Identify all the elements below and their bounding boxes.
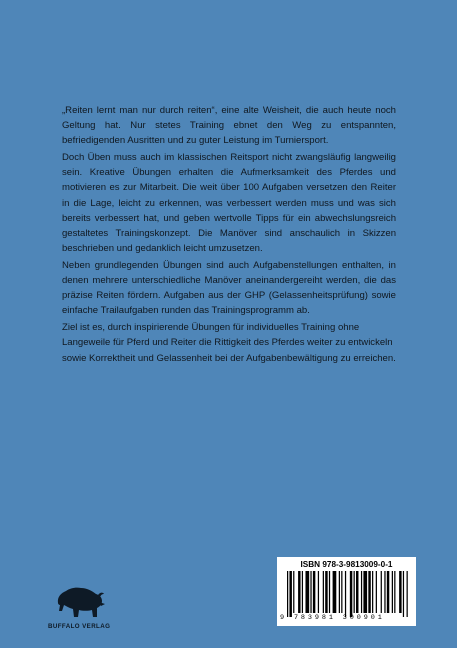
barcode-bar: [298, 571, 300, 613]
barcode-digits: 9 783981 300901: [280, 614, 385, 622]
barcode-bar: [392, 571, 393, 613]
barcode-bar: [293, 571, 294, 613]
barcode-bar: [356, 571, 358, 613]
barcode-bar: [354, 571, 355, 613]
barcode-bar: [387, 571, 389, 613]
barcode-bar: [399, 571, 401, 613]
barcode-bar: [339, 571, 340, 613]
barcode-bar: [350, 571, 352, 617]
barcode-bar: [361, 571, 362, 613]
paragraph-tasks: Neben grundlegenden Übungen sind auch Aufgabenstellungen enthalten, in denen mehrere unterschiedliche Manöver aneinandergereiht werden, die das präzise Reiten fördern. Aufgaben aus der GHP (Gelassenheitsprüfung) sowie einfache Trailaufgaben runden das Trainingsprogramm ab.: [62, 259, 396, 317]
paragraph-exercises: Doch Üben muss auch im klassischen Reitsport nicht zwangsläufig langweilig sein. Kreative Übungen erhalten die Aufmerksamkeit des Pferdes und motivieren es zur Mitarbeit. Die weit über 100 Aufgaben versetzen den Reiter in die Lage, leicht zu erkennen, was verbessert werden muss und was sich bereits verbessert hat, und geben wertvolle Tipps für ein abwechslungsreich gestaltetes Trainingskonzept. Die Manöver sind anschaulich in Skizzen beschrieben und gedanklich leicht umzusetzen.: [62, 152, 396, 254]
publisher-name: BUFFALO VERLAG: [48, 623, 111, 630]
barcode-bar: [289, 571, 291, 617]
barcode-bar: [287, 571, 288, 617]
paragraph-goal: Ziel ist es, durch inspirierende Übungen für individuelles Training ohne Langeweile für Pferd und Reiter die Rittigkeit des Pferdes weiter zu entwickeln sowie Korrektheit und Gelassenheit bei der Aufgabenbewältigung zu erreichen.: [62, 322, 396, 364]
barcode-bar: [325, 571, 327, 613]
barcode-bar: [368, 571, 370, 613]
paragraph-intro: „Reiten lernt man nur durch reiten“, eine alte Weisheit, die auch heute noch Geltung hat. Nur stetes Training ebnet den Weg zu entspannten, befriedigenden Ausritten und zu guter Leistung im Turniersport.: [62, 105, 396, 147]
publisher-logo: [48, 585, 130, 635]
barcode-bar: [345, 571, 346, 617]
barcode-bar: [302, 571, 303, 613]
barcode-bar: [363, 571, 367, 613]
barcode-bar: [318, 571, 319, 613]
barcode-bar: [305, 571, 309, 613]
barcode-bar: [323, 571, 324, 613]
barcode-bar: [384, 571, 385, 613]
isbn-label: ISBN 978-3-9813009-0-1: [300, 560, 393, 569]
barcode-bar: [376, 571, 377, 613]
barcode-area: [277, 557, 416, 626]
barcode-bar: [372, 571, 373, 613]
blurb-text: [62, 103, 396, 368]
barcode-bar: [333, 571, 337, 613]
buffalo-icon: [54, 585, 106, 621]
barcode-bar: [310, 571, 311, 613]
barcode-bar: [403, 571, 404, 617]
barcode-bar: [407, 571, 408, 617]
barcode-bar: [381, 571, 382, 613]
barcode-bar: [341, 571, 342, 613]
barcode-bar: [313, 571, 315, 613]
barcode-bar: [329, 571, 330, 613]
barcode-bar: [394, 571, 395, 613]
barcode-bars: [287, 571, 409, 617]
